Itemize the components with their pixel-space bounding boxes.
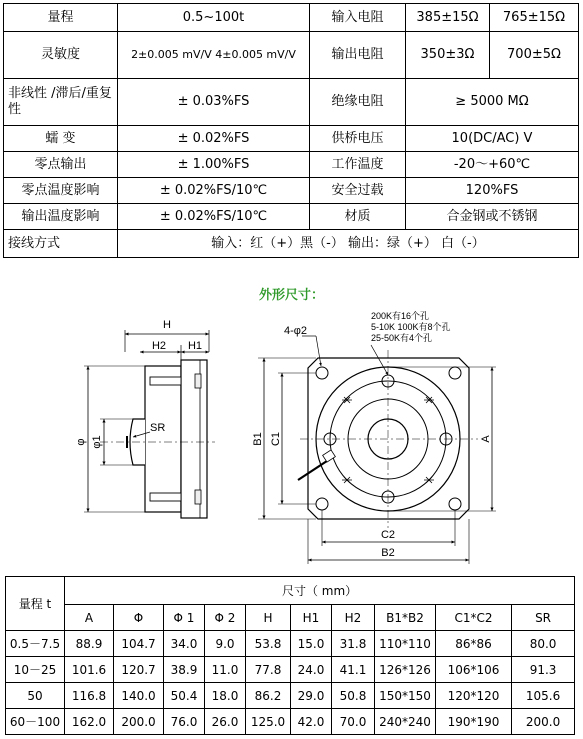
temp-value: -20～+60℃ (406, 152, 579, 178)
table-cell: 110*110 (375, 631, 436, 657)
spec-table (3, 3, 579, 258)
dimension-caption: 外形尺寸： (258, 288, 324, 303)
table-cell: 162.0 (65, 709, 114, 735)
spec-row-zero (4, 152, 579, 178)
spec-row-creep (4, 126, 579, 152)
output-temp-label: 输出温度影响 (4, 204, 118, 230)
zero-label: 零点输出 (4, 152, 118, 178)
spec-row-range (4, 4, 579, 32)
table-cell: 77.8 (246, 657, 291, 683)
col-header: A (65, 605, 114, 631)
table-cell: 91.3 (512, 657, 575, 683)
table-cell: 86.2 (246, 683, 291, 709)
dimension-table (5, 576, 575, 735)
table-cell: 38.9 (164, 657, 205, 683)
table-cell: 11.0 (205, 657, 246, 683)
insulation-value: ≥ 5000 MΩ (406, 79, 579, 126)
table-cell: 140.0 (114, 683, 164, 709)
label-h1: H1 (187, 340, 203, 352)
col-header: SR (512, 605, 575, 631)
range-value: 0.5~100t (118, 4, 310, 32)
outline-drawing (0, 300, 583, 574)
table-cell: 26.0 (205, 709, 246, 735)
table-row (6, 631, 575, 657)
creep-value: ± 0.02%FS (118, 126, 310, 152)
creep-label: 蠕 变 (4, 126, 118, 152)
col-header: C1*C2 (436, 605, 512, 631)
body-outline (145, 366, 181, 512)
dimension-header-row (6, 577, 575, 605)
table-cell: 86*86 (436, 631, 512, 657)
output-res-label: 输出电阻 (310, 32, 406, 79)
label-c1: C1 (270, 431, 282, 447)
table-cell: 15.0 (291, 631, 332, 657)
range-label: 量程 (4, 4, 118, 32)
table-cell: 80.0 (512, 631, 575, 657)
table-cell: 29.0 (291, 683, 332, 709)
material-value: 合金钢或不锈钢 (406, 204, 579, 230)
table-cell: 60－100 (6, 709, 65, 735)
table-cell: 50 (6, 683, 65, 709)
col-header: H2 (332, 605, 375, 631)
dimension-columns-row (6, 605, 575, 631)
input-res-a: 385±15Ω (406, 4, 490, 32)
table-cell: 76.0 (164, 709, 205, 735)
spec-row-output-temp (4, 204, 579, 230)
size-header: 尺寸（ mm） (65, 577, 575, 605)
note-holes-200k: 200K有16个孔 (371, 311, 430, 321)
overload-value: 120%FS (406, 178, 579, 204)
input-res-label: 输入电阻 (310, 4, 406, 32)
label-c2: C2 (380, 529, 396, 541)
table-cell: 101.6 (65, 657, 114, 683)
label-b1: B1 (252, 432, 264, 446)
temp-label: 工作温度 (310, 152, 406, 178)
zero-temp-label: 零点温度影响 (4, 178, 118, 204)
table-cell: 34.0 (164, 631, 205, 657)
label-sr: SR (150, 422, 166, 434)
label-4phi2: 4-φ2 (284, 325, 308, 337)
table-cell: 53.8 (246, 631, 291, 657)
input-res-b: 765±15Ω (490, 4, 579, 32)
table-cell: 50.8 (332, 683, 375, 709)
spec-row-wiring (4, 230, 579, 258)
note-holes-5-10k: 5-10K 100K有8个孔 (371, 322, 451, 332)
spec-row-sensitivity (4, 32, 579, 79)
zero-value: ± 1.00%FS (118, 152, 310, 178)
spec-row-zero-temp (4, 178, 579, 204)
label-b2: B2 (381, 547, 395, 559)
label-h: H (163, 319, 171, 331)
col-header: Φ 2 (205, 605, 246, 631)
nonlinearity-value: ± 0.03%FS (118, 79, 310, 126)
table-cell: 9.0 (205, 631, 246, 657)
col-header: Φ 1 (164, 605, 205, 631)
sensitivity-label: 灵敏度 (4, 32, 118, 79)
flange-outline (181, 360, 207, 518)
table-cell: 126*126 (375, 657, 436, 683)
table-cell: 70.0 (332, 709, 375, 735)
spec-row-nonlinearity (4, 79, 579, 126)
table-cell: 125.0 (246, 709, 291, 735)
zero-temp-value: ± 0.02%FS/10℃ (118, 178, 310, 204)
side-view (75, 319, 215, 518)
label-h2: H2 (151, 340, 167, 352)
range-header: 量程 t (6, 577, 65, 631)
table-cell: 120.7 (114, 657, 164, 683)
table-cell: 42.0 (291, 709, 332, 735)
table-cell: 150*150 (375, 683, 436, 709)
table-cell: 200.0 (512, 709, 575, 735)
label-a: A (480, 435, 492, 443)
output-res-b: 700±5Ω (490, 32, 579, 79)
excitation-label: 供桥电压 (310, 126, 406, 152)
table-cell: 240*240 (375, 709, 436, 735)
overload-label: 安全过载 (310, 178, 406, 204)
material-label: 材质 (310, 204, 406, 230)
table-cell: 120*120 (436, 683, 512, 709)
front-view (252, 310, 496, 564)
sensitivity-value: 2±0.005 mV/V 4±0.005 mV/V (118, 32, 310, 79)
table-cell: 0.5－7.5 (6, 631, 65, 657)
table-cell: 41.1 (332, 657, 375, 683)
table-row (6, 683, 575, 709)
table-cell: 10－25 (6, 657, 65, 683)
col-header: H (246, 605, 291, 631)
table-row (6, 709, 575, 735)
col-header: Φ (114, 605, 164, 631)
output-res-a: 350±3Ω (406, 32, 490, 79)
label-phi: φ (75, 438, 87, 446)
wiring-value: 输入：红（+）黑（-） 输出：绿（+） 白（-） (118, 230, 579, 258)
table-row (6, 657, 575, 683)
output-temp-value: ± 0.02%FS/10℃ (118, 204, 310, 230)
table-cell: 104.7 (114, 631, 164, 657)
table-cell: 200.0 (114, 709, 164, 735)
table-cell: 24.0 (291, 657, 332, 683)
table-cell: 106*106 (436, 657, 512, 683)
table-cell: 50.4 (164, 683, 205, 709)
table-cell: 116.8 (65, 683, 114, 709)
table-cell: 88.9 (65, 631, 114, 657)
nonlinearity-label: 非线性 /滞后/重复性 (4, 79, 118, 126)
table-cell: 18.0 (205, 683, 246, 709)
label-phi1: φ1 (91, 435, 103, 449)
table-cell: 31.8 (332, 631, 375, 657)
note-holes-25-50k: 25-50K有4个孔 (371, 333, 433, 343)
table-cell: 190*190 (436, 709, 512, 735)
insulation-label: 绝缘电阻 (310, 79, 406, 126)
table-cell: 105.6 (512, 683, 575, 709)
excitation-value: 10(DC/AC) V (406, 126, 579, 152)
col-header: B1*B2 (375, 605, 436, 631)
wiring-label: 接线方式 (4, 230, 118, 258)
col-header: H1 (291, 605, 332, 631)
